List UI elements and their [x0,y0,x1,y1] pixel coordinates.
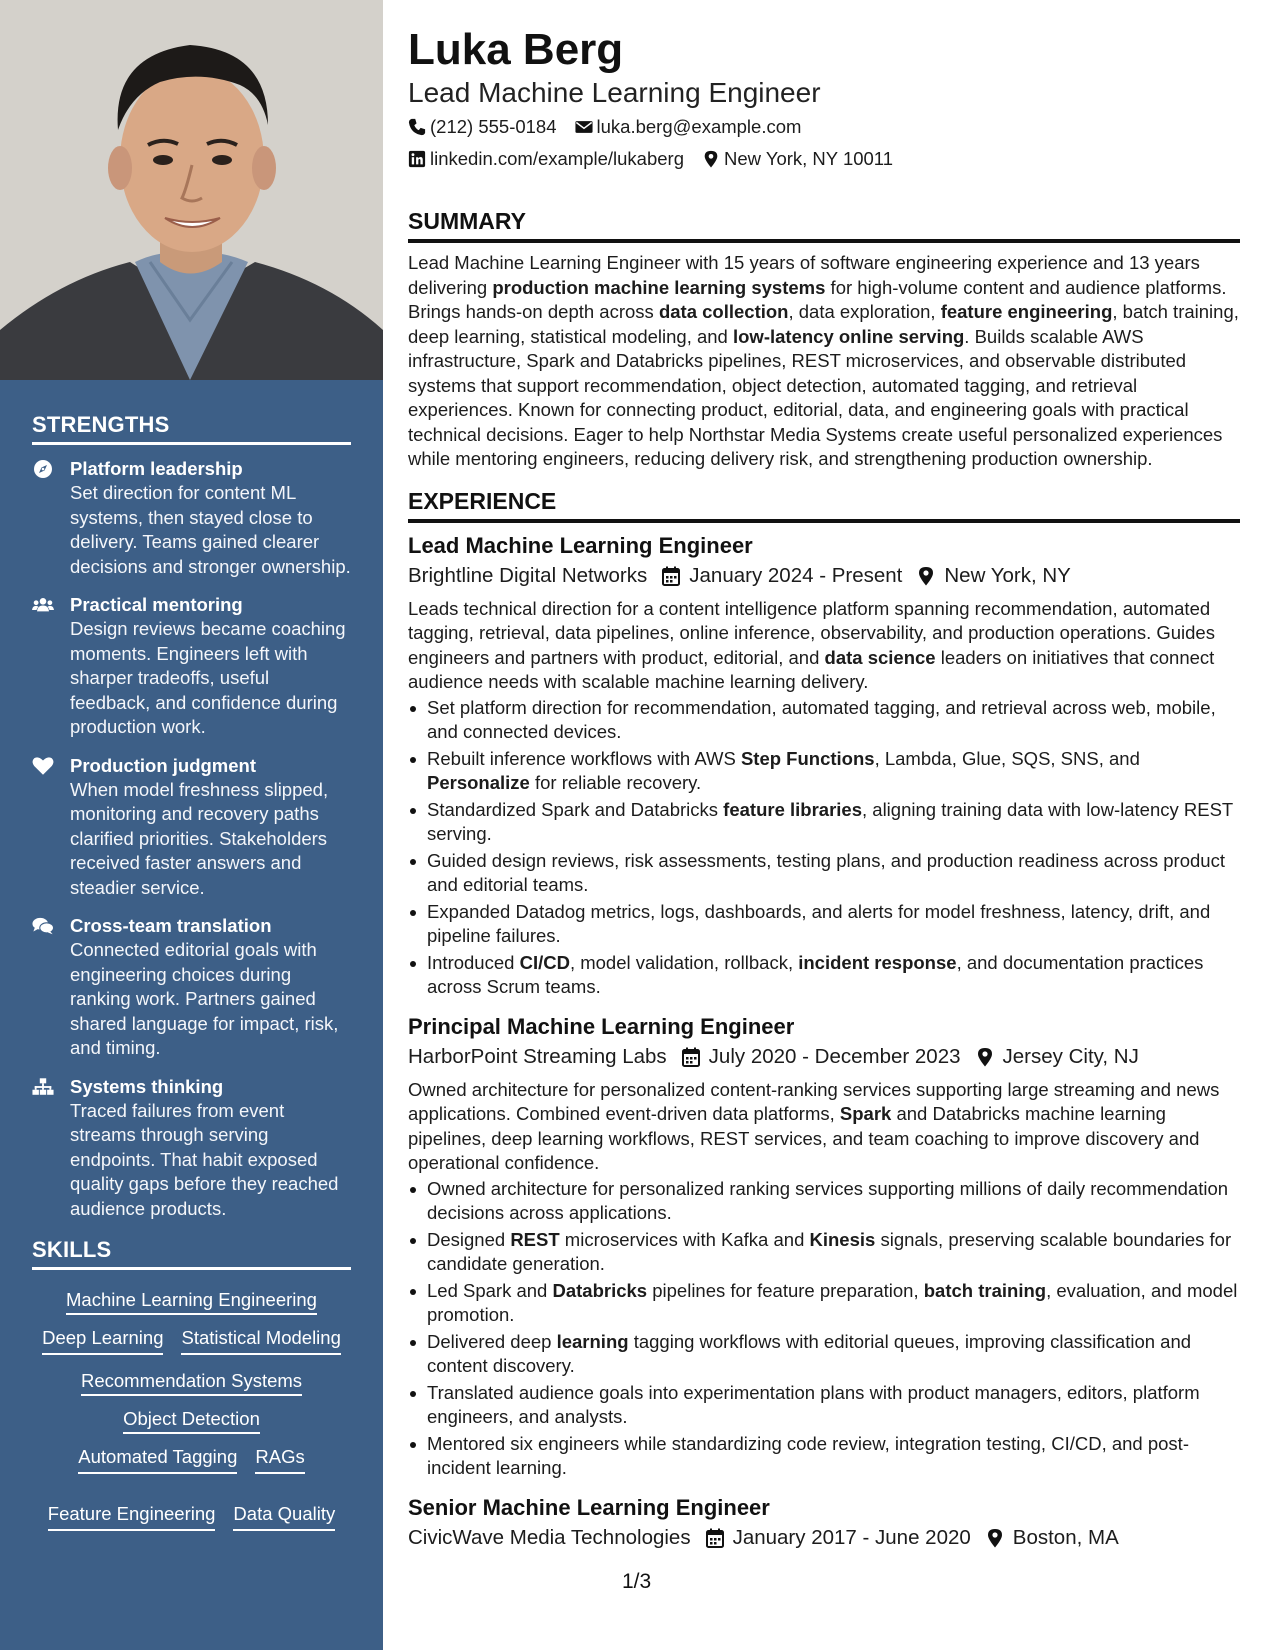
bold-text: learning [556,1330,629,1352]
bold-text: incident response [798,951,957,973]
location-text: New York, NY 10011 [724,148,894,169]
text-run: . Builds scalable AWS infrastructure, Spark and Databricks pipelines, REST microservices, and observable distributed systems that support recommendation, object detection, automated tagging, and retrieval experiences. Known for connecting product, editorial, data, and engineering goals with practical technical decisions. Eager to help Northstar Media Systems create useful personalized experiences while mentoring engineers, reducing delivery risk, and strengthening production ownership. [408,325,1223,469]
bold-text: feature libraries [723,798,862,820]
profile-photo [0,0,383,380]
skill-row [32,1288,351,1312]
envelope-icon [575,118,593,136]
strength-item [32,754,351,901]
company-name: Brightline Digital Networks [408,563,648,587]
sitemap-icon [32,1077,54,1097]
text-run: Owned architecture for personalized content-ranking services supporting large streaming and news applications. Combined event-driven data platforms, [408,1078,1220,1124]
text-run: Set platform direction for recommendation, automated tagging, and retrieval across web, mobile, and connected devices. [427,696,1216,742]
summary-text [408,251,1240,472]
experience-heading: EXPERIENCE [408,488,1240,523]
text-run: , model validation, rollback, [569,951,799,973]
text-run: , data exploration, [788,301,941,322]
bullet-item [408,1177,1240,1226]
compass-icon [32,459,54,479]
bold-text: Step Functions [740,747,875,769]
text-run: , and documentation practices across Scrum teams. [427,951,1204,997]
job-location: Boston, MA [1012,1525,1119,1549]
bullet-item [408,951,1240,1000]
strength-title: Platform leadership [70,458,243,479]
skill-tag: Machine Learning Engineering [66,1289,317,1315]
portrait-image [0,0,383,380]
strength-text: Design reviews became coaching moments. Engineers left with sharper tradeoffs, useful feedback, and confidence during production work. [70,618,346,737]
skill-tag: Deep Learning [42,1326,163,1355]
bullet-item [408,1228,1240,1277]
bold-text: production machine learning systems [492,276,826,298]
bold-text: data collection [658,301,789,322]
skill-tag: Feature Engineering [48,1502,216,1531]
text-run: Expanded Datadog metrics, logs, dashboards, and alerts for model freshness, latency, drift, and pipeline failures. [427,900,1211,946]
map-marker-icon [702,150,720,168]
contact-line [408,146,1240,172]
bullet-item [408,696,1240,745]
skills-list [32,1282,351,1531]
job-bullets [408,696,1240,1000]
text-run: tagging workflows with editorial queues, improving classification and content discovery. [427,1330,1192,1376]
skill-tag: Object Detection [123,1408,260,1434]
bold-text: Databricks [552,1279,648,1301]
job-description [408,1078,1240,1176]
text-run: , Lambda, Glue, SQS, SNS, and [874,747,1140,769]
bold-text: REST [510,1228,560,1250]
bold-text: Personalize [427,772,530,793]
text-run: and Databricks machine learning pipelines, deep learning workflows, REST services, and team coaching to improve discovery and operational confidence. [408,1103,1200,1173]
heart-icon [32,756,54,776]
bullet-item [408,1381,1240,1430]
company-name: HarborPoint Streaming Labs [408,1044,667,1068]
text-run: , batch training, deep learning, statistical modeling, and [408,301,1239,347]
skill-tag: Automated Tagging [78,1445,237,1474]
text-run: Delivered deep [427,1330,557,1352]
bold-text: Spark [839,1103,892,1124]
candidate-name: Luka Berg [408,25,624,74]
strength-item [32,593,351,740]
skill-row [32,1369,351,1393]
strengths-heading: STRENGTHS [32,412,351,445]
text-run: Translated audience goals into experimentation plans with product managers, editors, platform engineers, and analysts. [427,1381,1200,1427]
company-name: CivicWave Media Technologies [408,1525,691,1549]
map-marker-icon [985,1528,1005,1548]
email-text: luka.berg@example.com [596,116,802,137]
job-entry [408,1493,1240,1553]
bullet-item [408,1279,1240,1328]
phone-text: (212) 555-0184 [430,116,557,137]
job-meta [408,561,1240,591]
text-run: Guided design reviews, risk assessments, testing plans, and production readiness across product and editorial teams. [427,849,1225,895]
skills-heading: SKILLS [32,1237,351,1270]
text-run: Lead Machine Learning Engineer with 15 years of software engineering experience and 13 years delivering [408,252,1200,298]
summary-heading: SUMMARY [408,208,1240,243]
main-content [408,0,1240,1559]
job-location: New York, NY [944,563,1071,587]
calendar-icon [661,566,681,586]
skill-tag: Recommendation Systems [81,1370,302,1396]
text-run: microservices with Kafka and [559,1228,810,1250]
text-run: Designed [427,1228,511,1250]
candidate-title: Lead Machine Learning Engineer [408,77,821,108]
text-run: for reliable recovery. [529,772,702,793]
strength-text: Set direction for content ML systems, then stayed close to delivery. Teams gained clearer decisions and stronger ownership. [70,482,351,577]
page-number: 1/3 [622,1570,652,1593]
text-run: , evaluation, and model promotion. [427,1279,1238,1325]
job-bullets [408,1177,1240,1481]
contact-line [408,114,1240,140]
text-run: Introduced [427,951,520,973]
text-run: pipelines for feature preparation, [647,1279,924,1301]
strength-title: Systems thinking [70,1075,224,1097]
email-contact[interactable] [575,114,802,140]
text-run: Standardized Spark and Databricks [427,798,724,820]
sidebar [0,0,383,1650]
skill-tag: RAGs [255,1445,304,1474]
text-run: Owned architecture for personalized ranking services supporting millions of daily recommendation decisions across applications. [427,1177,1229,1223]
text-run: for high-volume content and audience platforms. Brings hands-on depth across [408,276,1227,322]
text-run: Rebuilt inference workflows with AWS [427,747,741,769]
phone-contact[interactable] [408,114,557,140]
strength-text: Traced failures from event streams through serving endpoints. That habit exposed quality gaps before they reached audience products. [70,1099,339,1219]
text-run: signals, preserving scalable boundaries for candidate generation. [427,1228,1232,1274]
text-run: Mentored six engineers while standardizing code review, integration testing, CI/CD, and post-incident learning. [427,1432,1189,1478]
bold-text: batch training [923,1279,1047,1301]
bullet-item [408,1432,1240,1481]
job-entry [408,1012,1240,1481]
text-run: leaders on initiatives that connect audience needs with scalable machine learning delivery. [408,646,1215,692]
job-meta [408,1042,1240,1072]
job-role: Lead Machine Learning Engineer [408,532,753,558]
job-role: Senior Machine Learning Engineer [408,1494,770,1520]
job-dates: January 2017 - June 2020 [732,1525,971,1549]
bullet-item [408,747,1240,796]
bold-text: CI/CD [519,951,570,973]
job-dates: July 2020 - December 2023 [708,1044,961,1068]
job-role: Principal Machine Learning Engineer [408,1013,795,1039]
skill-tag: Statistical Modeling [181,1326,340,1355]
job-description [408,597,1240,695]
users-icon [32,595,54,615]
bullet-item [408,849,1240,898]
map-marker-icon [975,1047,995,1067]
bold-text: low-latency online serving [732,325,965,347]
phone-icon [408,118,426,136]
linkedin-contact[interactable] [408,146,684,172]
strength-title: Cross-team translation [70,915,272,936]
job-meta [408,1523,1240,1553]
text-run: , aligning training data with low-latency REST serving. [427,798,1233,844]
bullet-item [408,900,1240,949]
bullet-item [408,1330,1240,1379]
comments-icon [32,916,54,936]
strength-title: Production judgment [70,754,257,776]
location-contact [702,146,893,172]
job-dates: January 2024 - Present [689,563,903,587]
calendar-icon [681,1047,701,1067]
text-run: Led Spark and [427,1279,553,1301]
skill-tag: Data Quality [233,1502,335,1531]
job-entry [408,531,1240,1000]
map-marker-icon [916,566,936,586]
strength-item [32,1075,351,1222]
linkedin-icon [408,150,426,168]
skill-row [32,1407,351,1431]
text-run: Leads technical direction for a content intelligence platform spanning recommendation, automated tagging, retrieval, data pipelines, online inference, observability, and production operations. Guides engineers and partners with product, editorial, and [408,597,1215,668]
bullet-item [408,798,1240,847]
calendar-icon [705,1528,725,1548]
linkedin-text: linkedin.com/example/lukaberg [430,148,684,169]
bold-text: data science [824,646,936,668]
bold-text: Kinesis [809,1228,876,1250]
strength-text: Connected editorial goals with engineering choices during ranking work. Partners gained shared language for impact, risk, and timing. [70,939,339,1058]
bold-text: feature engineering [940,301,1113,322]
strength-item [32,914,351,1061]
strength-item [32,457,351,579]
job-location: Jersey City, NJ [1002,1044,1139,1068]
strength-title: Practical mentoring [70,594,243,615]
strength-text: When model freshness slipped, monitoring and recovery paths clarified priorities. Stakeholders received faster answers and steadier service. [70,778,329,898]
